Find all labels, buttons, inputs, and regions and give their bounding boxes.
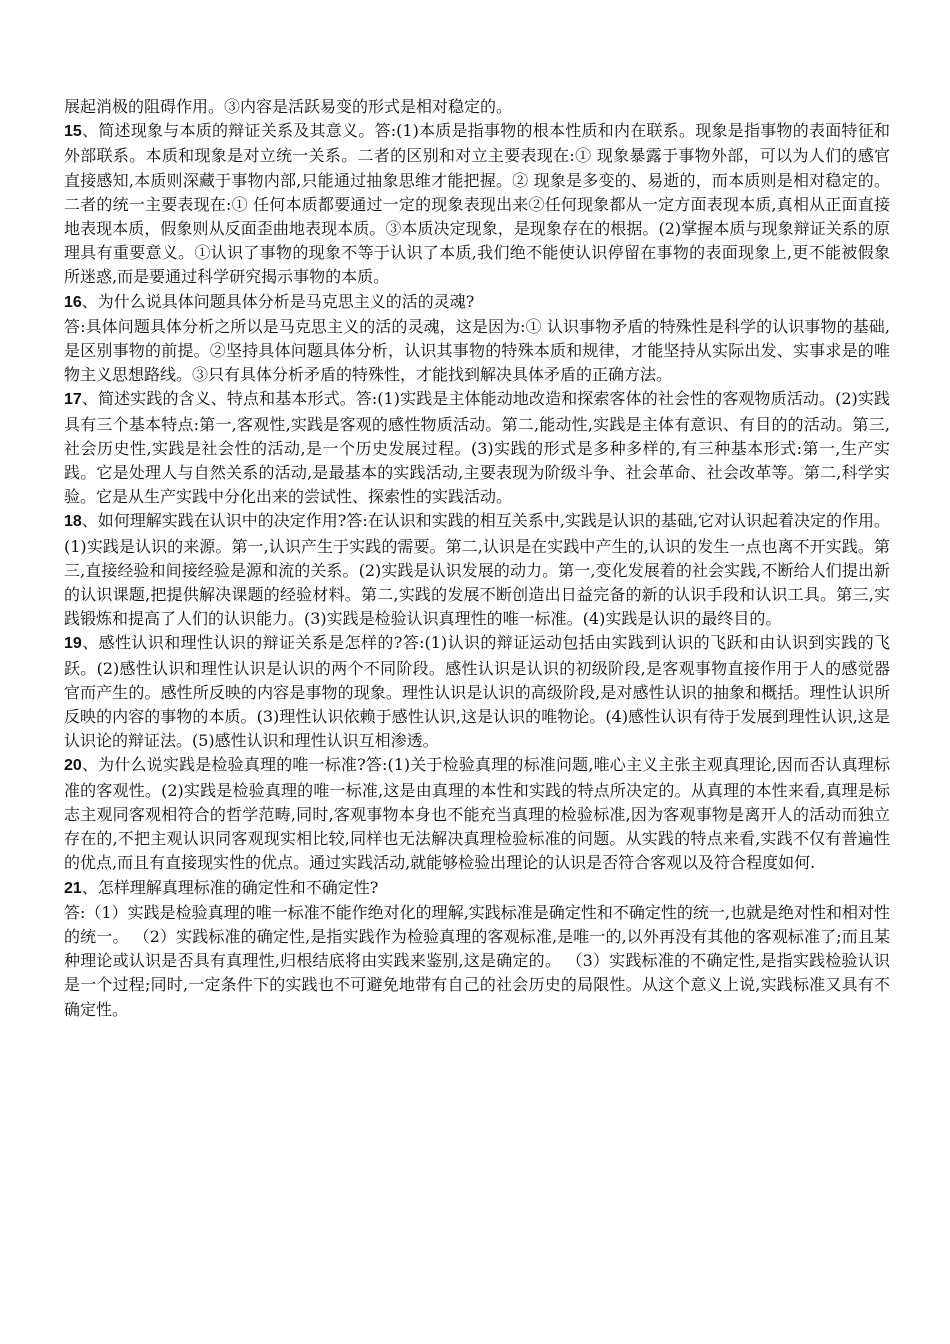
question-number: 20: [64, 757, 82, 775]
question-number: 19: [64, 635, 82, 653]
question-text: 、如何理解实践在认识中的决定作用?答:在认识和实践的相互关系中,实践是认识的基础,它对认识起着决定的作用。(1)实践是认识的来源。第一,认识产生于实践的需要。第二,认识是在实践中产生的,认识的发生一点也离不开实践。第三,直接经验和间接经验是源和流的关系。(2)实践是认识发展的动力。第一,变化发展着的社会实践,不断给人们提出新的认识课题,把提供解决课题的经验材料。第二,实践的发展不断创造出日益完备的新的认识手段和认识工具。第三,实践锻炼和提高了人们的认识能力。(3)实践是检验认识真理性的唯一标准。(4)实践是认识的最终目的。: [64, 511, 890, 629]
question-21: [64, 876, 890, 901]
question-15: [64, 119, 890, 289]
answer-16: [64, 315, 890, 388]
answer-text: 答:具体问题具体分析之所以是马克思主义的活的灵魂，这是因为:① 认识事物矛盾的特殊性是科学的认识事物的基础,是区别事物的前提。②坚持具体问题具体分析，认识其事物的特殊本质和规律，才能坚持从实际出发、实事求是的唯物主义思想路线。③只有具体分析矛盾的特殊性，才能找到解决具体矛盾的正确方法。: [64, 316, 890, 385]
question-text: 、为什么说具体问题具体分析是马克思主义的活的灵魂?: [81, 291, 475, 311]
question-number: 17: [64, 391, 82, 409]
question-16: [64, 290, 890, 315]
question-19: [64, 631, 890, 753]
answer-21: [64, 901, 890, 1022]
question-text: 、简述现象与本质的辩证关系及其意义。答:(1)本质是指事物的根本性质和内在联系。现象是指事物的表面特征和外部联系。本质和现象是对立统一关系。二者的区别和对立主要表现在:① 现象暴露于事物外部，可以为人们的感官直接感知,本质则深藏于事物内部,只能通过抽象思维才能把握。② 现象是多变的、易逝的，而本质则是相对稳定的。二者的统一主要表现在:① 任何本质都要通过一定的现象表现出来②任何现象都从一定方面表现本质,真相从正面直接地表现本质，假象则从反面歪曲地表现本质。③本质决定现象，是现象存在的根据。(2)掌握本质与现象辩证关系的原理具有重要意义。①认识了事物的现象不等于认识了本质,我们绝不能使认识停留在事物的表面现象上,更不能被假象所迷惑,而是要通过科学研究揭示事物的本质。: [64, 121, 890, 287]
question-text: 、为什么说实践是检验真理的唯一标准?答:(1)关于检验真理的标准问题,唯心主义主张主观真理论,因而否认真理标准的客观性。(2)实践是检验真理的唯一标准,这是由真理的本性和实践的特点所决定的。从真理的本性来看,真理是标志主观同客观相符合的哲学范畴,同时,客观事物本身也不能充当真理的检验标准,因为客观事物是离开人的活动而独立存在的,不把主观认识同客观现实相比较,同样也无法解决真理检验标准的问题。从实践的特点来看,实践不仅有普遍性的优点,而且有直接现实性的优点。通过实践活动,就能够检验出理论的认识是否符合客观以及符合程度如何.: [64, 755, 890, 873]
paragraph-continuation: [64, 95, 890, 119]
question-20: [64, 753, 890, 875]
question-number: 18: [64, 513, 82, 531]
question-number: 16: [64, 293, 82, 311]
question-18: [64, 509, 890, 631]
question-number: 21: [64, 879, 82, 897]
paragraph-text: 展起消极的阻碍作用。③内容是活跃易变的形式是相对稳定的。: [64, 97, 513, 116]
answer-text: 答:（1）实践是检验真理的唯一标准不能作绝对化的理解,实践标准是确定性和不确定性的统一,也就是绝对性和相对性的统一。 （2）实践标准的确定性,是指实践作为检验真理的客观标准,是唯一的,以外再没有其他的客观标准了;而且某种理论或认识是否具有真理性,归根结底将由实践来鉴别,这是确定的。 （3）实践标准的不确定性,是指实践检验认识是一个过程;同时,一定条件下的实践也不可避免地带有自己的社会历史的局限性。从这个意义上说,实践标准又具有不确定性。: [64, 902, 890, 1019]
question-17: [64, 387, 890, 509]
question-text: 、简述实践的含义、特点和基本形式。答:(1)实践是主体能动地改造和探索客体的社会性的客观物质活动。(2)实践具有三个基本特点:第一,客观性,实践是客观的感性物质活动。第二,能动性,实践是主体有意识、有目的的活动。第三,社会历史性,实践是社会性的活动,是一个历史发展过程。(3)实践的形式是多种多样的,有三种基本形式:第一,生产实践。它是处理人与自然关系的活动,是最基本的实践活动,主要表现为阶级斗争、社会革命、社会改革等。第二,科学实验。它是从生产实践中分化出来的尝试性、探索性的实践活动。: [64, 389, 890, 507]
question-text: 、感性认识和理性认识的辩证关系是怎样的?答:(1)认识的辩证运动包括由实践到认识的飞跃和由认识到实践的飞跃。(2)感性认识和理性认识是认识的两个不同阶段。感性认识是认识的初级阶段,是客观事物直接作用于人的感觉器官而产生的。感性所反映的内容是事物的现象。理性认识是认识的高级阶段,是对感性认识的抽象和概括。理性认识所反映的内容的事物的本质。(3)理性认识依赖于感性认识,这是认识的唯物论。(4)感性认识有待于发展到理性认识,这是认识论的辩证法。(5)感性认识和理性认识互相渗透。: [64, 633, 890, 751]
document-page: [64, 95, 890, 1022]
question-text: 、怎样理解真理标准的确定性和不确定性?: [81, 877, 379, 897]
question-number: 15: [64, 123, 82, 141]
